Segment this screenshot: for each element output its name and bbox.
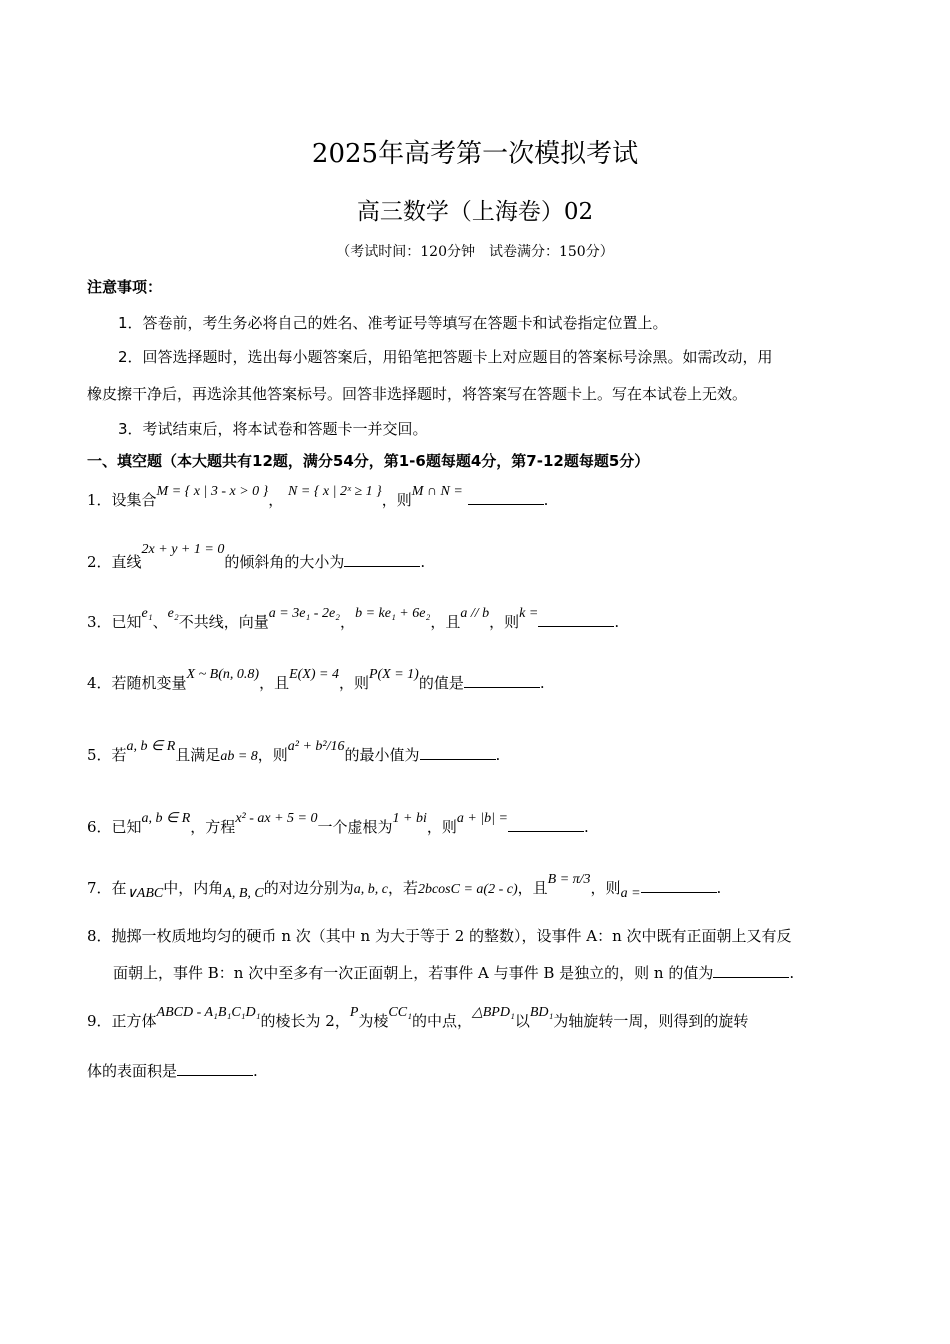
question-1 bbox=[87, 484, 549, 510]
q9-math-cube: ABCD - A₁B₁C₁D₁ bbox=[156, 1005, 261, 1020]
q7-text-c: 的对边分别为 bbox=[263, 879, 354, 897]
q6-end: . bbox=[583, 818, 589, 836]
q6-text-c: 一个虚根为 bbox=[317, 818, 393, 836]
q6-math-eq: x² - ax + 5 = 0 bbox=[235, 811, 318, 826]
q7-text-e: ，且 bbox=[517, 879, 548, 897]
q3-text-b: 、 bbox=[152, 613, 168, 631]
q7-math-angles: A, B, C bbox=[223, 886, 264, 901]
exam-title: 2025年高考第一次模拟考试 bbox=[311, 139, 639, 169]
q9-text-line2: 体的表面积是 bbox=[87, 1062, 178, 1080]
q8-answer-blank[interactable] bbox=[713, 963, 789, 978]
q1-math-m: M = { x | 3 - x > 0 } bbox=[156, 484, 269, 499]
q6-text-d: ，则 bbox=[426, 818, 457, 836]
q3-end: . bbox=[614, 613, 620, 631]
q3-math-b: b = ke₁ + 6e₂ bbox=[355, 606, 431, 621]
question-8-line2 bbox=[113, 962, 794, 983]
q3-text-f: ，则 bbox=[489, 613, 520, 631]
q9-text-e: 以 bbox=[514, 1012, 530, 1030]
q9-text-f: 为轴旋转一周，则得到的旋转 bbox=[553, 1012, 749, 1030]
q4-text-c: ，则 bbox=[338, 674, 369, 692]
q7-text-a: 7．在 bbox=[87, 879, 127, 897]
exam-meta: （考试时间：120分钟 试卷满分：150分） bbox=[336, 244, 614, 260]
note-1: 1．答卷前，考生务必将自己的姓名、准考证号等填写在答题卡和试卷指定位置上。 bbox=[118, 314, 668, 332]
notes-heading: 注意事项： bbox=[87, 278, 163, 296]
q5-text-b: 且满足 bbox=[175, 746, 221, 764]
q1-text-c: ，则 bbox=[381, 491, 412, 509]
q4-math-expect: E(X) = 4 bbox=[289, 667, 339, 682]
q7-math-b: B = π/3 bbox=[547, 872, 591, 887]
question-6 bbox=[87, 811, 589, 837]
q7-math-sides: a, b, c bbox=[353, 882, 388, 897]
question-8-line1: 8．抛掷一枚质地均匀的硬币 n 次（其中 n 为大于等于 2 的整数），设事件 A：n 次中既有正面朝上又有反 bbox=[87, 927, 792, 945]
q6-math-sum: a + |b| = bbox=[456, 811, 508, 826]
q3-math-a: a = 3e₁ - 2e₂ bbox=[268, 606, 341, 621]
q7-text-f: ，则 bbox=[590, 879, 621, 897]
q8-text: 面朝上，事件 B：n 次中至多有一次正面朝上，若事件 A 与事件 B 是独立的，则 n 的值为 bbox=[113, 964, 714, 982]
q9-answer-blank[interactable] bbox=[177, 1061, 253, 1076]
q7-math-a: a = bbox=[620, 886, 641, 901]
q6-math-root: 1 + bi bbox=[392, 811, 427, 826]
q9-text-a: 9．正方体 bbox=[87, 1012, 157, 1030]
q9-math-p: P bbox=[349, 1005, 359, 1020]
q4-text-a: 4．若随机变量 bbox=[87, 674, 187, 692]
question-4 bbox=[87, 667, 545, 693]
q4-text-d: 的值是 bbox=[418, 674, 464, 692]
q2-math-line: 2x + y + 1 = 0 bbox=[141, 542, 225, 557]
q1-answer-blank[interactable] bbox=[468, 490, 544, 505]
q3-text-c: 不共线，向量 bbox=[178, 613, 269, 631]
q3-math-e2: e₂ bbox=[167, 606, 179, 621]
q2-answer-blank[interactable] bbox=[344, 552, 420, 567]
q2-text-a: 2．直线 bbox=[87, 553, 142, 571]
q5-math-real: a, b ∈ R bbox=[126, 739, 176, 754]
q9-text-c: 为棱 bbox=[358, 1012, 389, 1030]
q8-end: . bbox=[789, 964, 795, 982]
exam-subtitle: 高三数学（上海卷）02 bbox=[356, 199, 594, 225]
note-2-line1: 2．回答选择题时，选出每小题答案后，用铅笔把答题卡上对应题目的答案标号涂黑。如需改动，用 bbox=[118, 348, 773, 366]
q2-end: . bbox=[420, 553, 426, 571]
q9-text-b: 的棱长为 2， bbox=[260, 1012, 350, 1030]
q7-math-eq: 2bcosC = a(2 - c) bbox=[417, 882, 518, 897]
q7-answer-blank[interactable] bbox=[641, 878, 717, 893]
q6-answer-blank[interactable] bbox=[508, 817, 584, 832]
question-9-line2 bbox=[87, 1060, 258, 1081]
q9-math-tri: △BPD₁ bbox=[471, 1005, 515, 1020]
q4-math-prob: P(X = 1) bbox=[368, 667, 419, 682]
q6-text-a: 6．已知 bbox=[87, 818, 142, 836]
note-3: 3．考试结束后，将本试卷和答题卡一并交回。 bbox=[118, 420, 428, 438]
q3-math-k: k = bbox=[519, 606, 539, 621]
q9-text-d: 的中点， bbox=[411, 1012, 472, 1030]
section-title: 一、填空题（本大题共有12题，满分54分，第1-6题每题4分，第7-12题每题5分） bbox=[87, 452, 650, 470]
q2-text-b: 的倾斜角的大小为 bbox=[224, 553, 345, 571]
note-2-line2: 橡皮擦干净后，再选涂其他答案标号。回答非选择题时，将答案写在答题卡上。写在本试卷上无效。 bbox=[87, 385, 748, 403]
q7-end: . bbox=[716, 879, 722, 897]
q7-text-b: 中，内角 bbox=[163, 879, 224, 897]
q9-math-edge: CC₁ bbox=[388, 1005, 412, 1020]
q9-math-axis: BD₁ bbox=[529, 1005, 554, 1020]
q5-text-a: 5．若 bbox=[87, 746, 127, 764]
question-5 bbox=[87, 739, 501, 765]
q1-math-intersect: M ∩ N = bbox=[411, 484, 463, 499]
q9-end: . bbox=[253, 1062, 258, 1080]
q6-text-b: ，方程 bbox=[190, 818, 236, 836]
q3-text-a: 3．已知 bbox=[87, 613, 142, 631]
q5-text-d: 的最小值为 bbox=[344, 746, 420, 764]
q3-text-e: ，且 bbox=[430, 613, 461, 631]
q5-text-c: ，则 bbox=[257, 746, 288, 764]
question-2 bbox=[87, 542, 426, 572]
q3-math-e1: e₁ bbox=[141, 606, 153, 621]
question-9-line1 bbox=[87, 1005, 749, 1031]
question-3 bbox=[87, 606, 620, 632]
q5-math-ab: ab = 8 bbox=[220, 749, 258, 764]
q4-end: . bbox=[539, 674, 545, 692]
question-7 bbox=[87, 872, 722, 901]
q1-math-n: N = { x | 2ˣ ≥ 1 } bbox=[288, 484, 382, 499]
q1-text-b: ， bbox=[268, 491, 284, 509]
q1-end: . bbox=[543, 491, 549, 509]
q7-math-triangle: ∨ABC bbox=[126, 886, 164, 901]
q5-math-expr: a² + b²/16 bbox=[287, 739, 345, 754]
q6-math-real: a, b ∈ R bbox=[141, 811, 191, 826]
q4-answer-blank[interactable] bbox=[464, 673, 540, 688]
q7-text-d: ，若 bbox=[387, 879, 418, 897]
q3-answer-blank[interactable] bbox=[538, 612, 614, 627]
q5-end: . bbox=[495, 746, 501, 764]
q4-text-b: ，且 bbox=[259, 674, 290, 692]
q3-math-parallel: a // b bbox=[460, 606, 490, 621]
q3-text-d: ， bbox=[340, 613, 356, 631]
q4-math-dist: X ~ B(n, 0.8) bbox=[186, 667, 260, 682]
q1-text-a: 1．设集合 bbox=[87, 491, 157, 509]
q5-answer-blank[interactable] bbox=[420, 745, 496, 760]
